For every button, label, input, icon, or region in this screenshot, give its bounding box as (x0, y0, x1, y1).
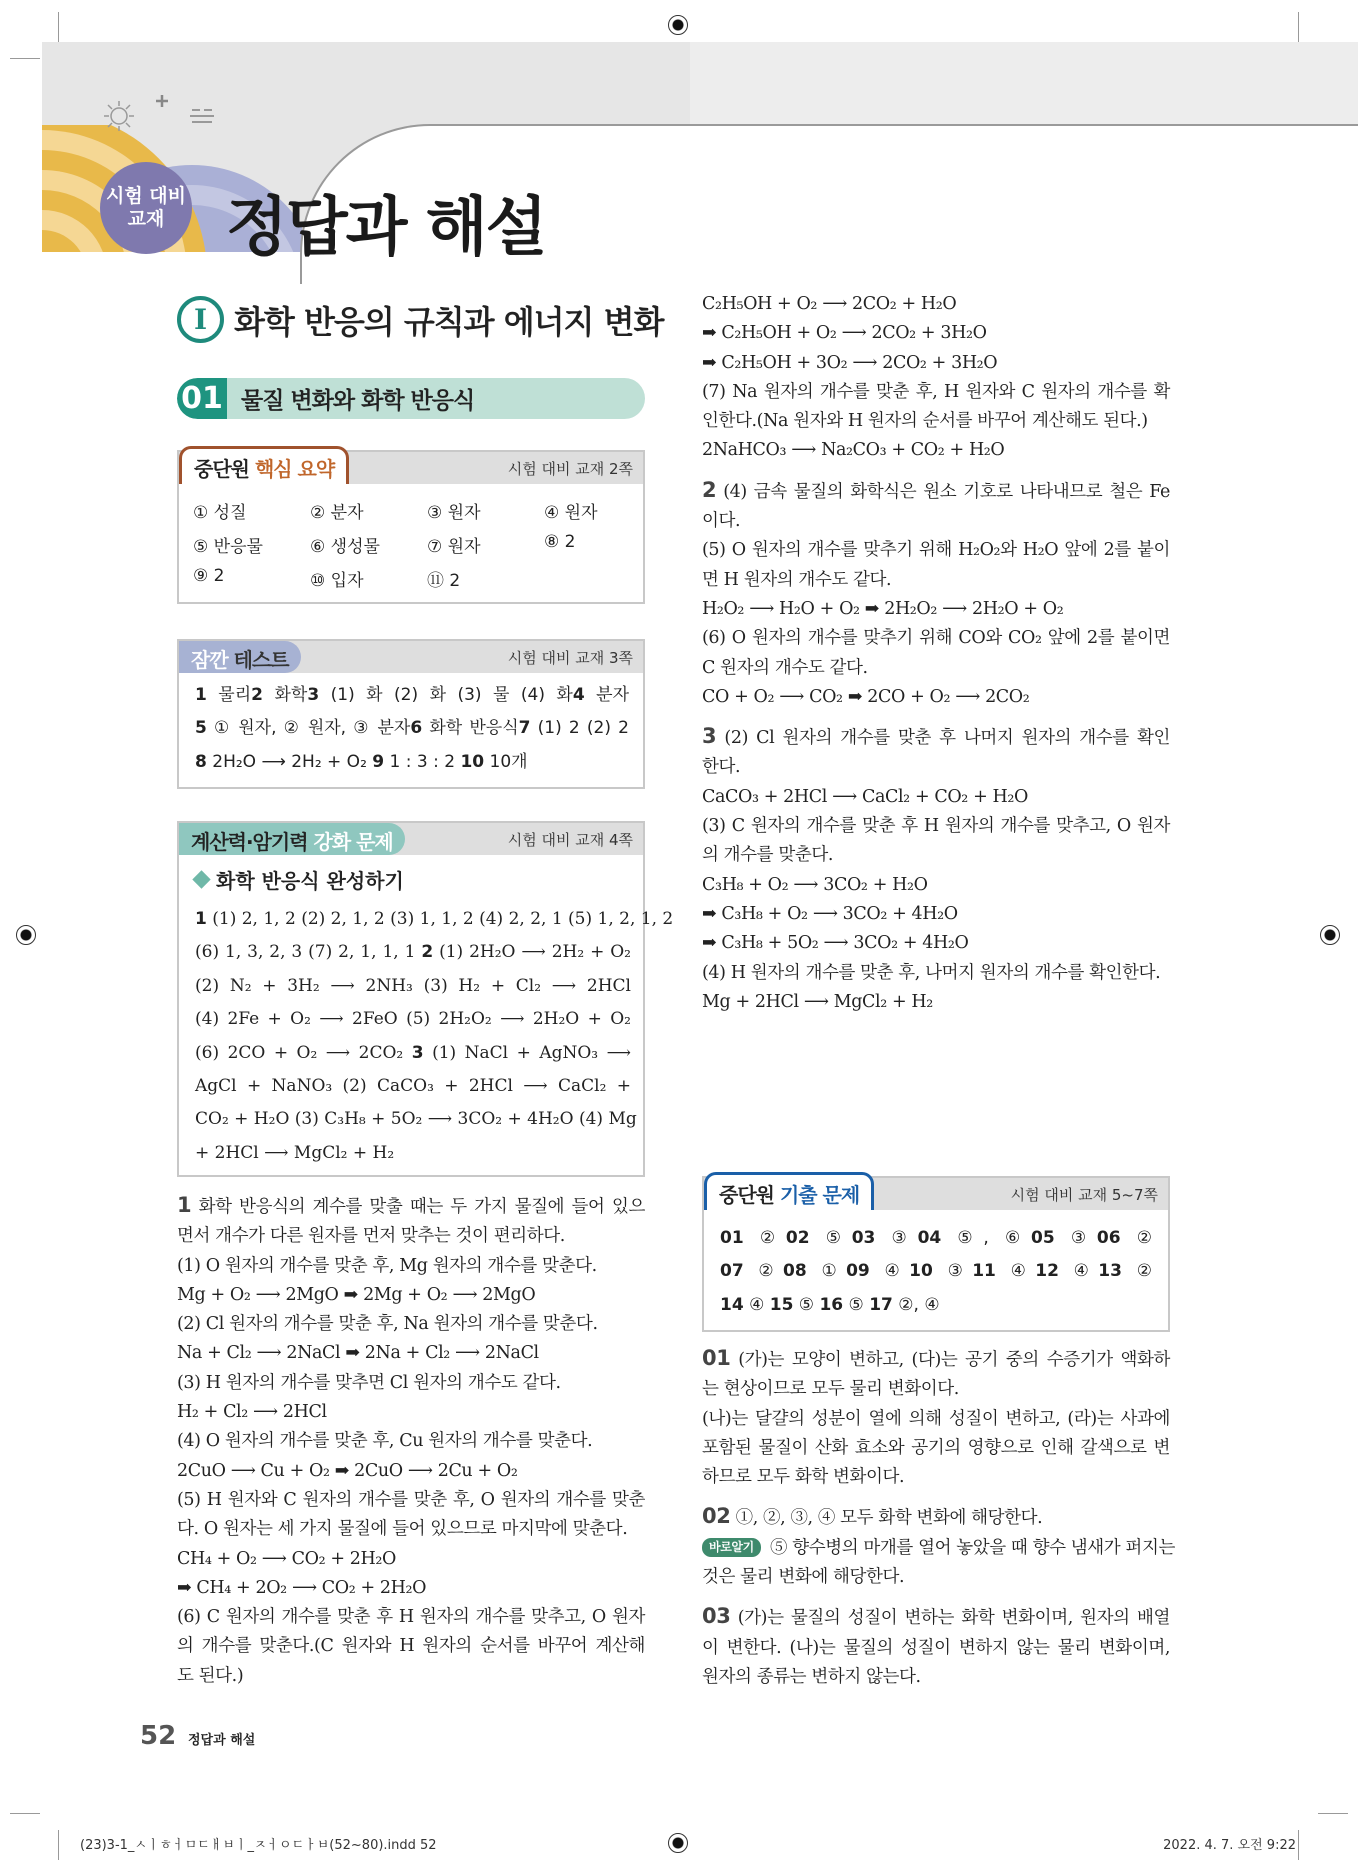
text-segment: (4) H 원자의 개수를 맞춘 후, 나머지 원자의 개수를 확인한다. (702, 962, 1161, 983)
text-segment: 화학 반응식의 계수를 맞출 때는 두 가지 물질에 들어 있으 (191, 1197, 645, 1217)
textbook-reference: 시험 대비 교재 3쪽 (507, 649, 633, 667)
explanation-line (177, 1603, 645, 1632)
page-title: 정답과 해설 (226, 191, 546, 265)
text-segment: 의 개수를 맞춘다.(C 원자와 H 원자의 순서를 바꾸어 계산해 (177, 1636, 645, 1657)
text-segment: 의 개수를 맞춘다. (702, 845, 834, 866)
item-number: 16 (819, 1294, 844, 1315)
tag-prefix: 잠깐 (191, 648, 228, 672)
explanation-line (702, 722, 1170, 753)
text-segment: ④ (1058, 1261, 1099, 1282)
registration-mark-icon (16, 925, 36, 945)
text-segment: C₃H₈ + O₂ ⟶ 3CO₂ + H₂O (702, 874, 928, 895)
text-segment: (7) Na 원자의 개수를 맞춘 후, H 원자와 C 원자의 개수를 확 (702, 381, 1170, 402)
text-segment: ②, ④ (892, 1294, 940, 1315)
answer-line (195, 1137, 631, 1170)
text-segment: CO + O₂ ⟶ CO₂ ➡ 2CO + O₂ ⟶ 2CO₂ (702, 686, 1030, 707)
chapter-title: 물질 변화와 화학 반응식 (241, 388, 475, 414)
explanation-line (177, 1662, 645, 1691)
crop-mark (58, 12, 59, 42)
tag-highlight: 핵심 요약 (254, 457, 335, 481)
text-segment: H₂O₂ ⟶ H₂O + O₂ ➡ 2H₂O₂ ⟶ 2H₂O + O₂ (702, 598, 1064, 619)
text-segment: 인한다.(Na 원자와 H 원자의 순서를 바꾸어 계산해도 된다.) (702, 411, 1148, 432)
text-segment: ② (1120, 1228, 1152, 1248)
text-segment: 2NaHCO₃ ⟶ Na₂CO₃ + CO₂ + H₂O (702, 440, 1005, 461)
text-segment: (1) 2H₂O ⟶ 2H₂ + O₂ (433, 942, 631, 963)
item-number: 8 (195, 751, 207, 772)
exam-prep-badge (100, 162, 192, 254)
text-segment: (5) O 원자의 개수를 맞추기 위해 H₂O₂와 H₂O 앞에 2를 붙이 (702, 540, 1170, 561)
text-segment: 화학 (263, 685, 308, 705)
text-segment: 1 : 3 : 2 (384, 751, 461, 772)
item-number: 01 (702, 1346, 731, 1370)
answer-line (720, 1255, 1152, 1288)
explanation-line (702, 290, 1170, 319)
explanation-line (702, 1534, 1175, 1563)
explanation-line (702, 1344, 1170, 1375)
item-number: 2 (421, 942, 434, 963)
box-tag (704, 1172, 874, 1210)
tag-prefix: 중단원 (719, 1183, 774, 1207)
explanation-line (702, 1634, 1170, 1663)
text-segment: ① (806, 1261, 847, 1282)
correction-badge: 바로알기 (702, 1538, 761, 1557)
plus-icon (156, 95, 168, 107)
explanation-line (702, 1663, 1170, 1692)
text-segment: 면 H 원자의 개수도 같다. (702, 569, 892, 590)
text-segment: ⑤ (793, 1294, 820, 1315)
item-number: 2 (702, 477, 717, 502)
quick-test-answers (195, 679, 629, 779)
item-number: 17 (869, 1294, 893, 1315)
item-number: 05 (1031, 1228, 1055, 1248)
text-segment: ⑤ (843, 1294, 870, 1315)
text-segment: CH₄ + O₂ ⟶ CO₂ + 2H₂O (177, 1548, 396, 1569)
explanation-line (177, 1369, 645, 1398)
answer-line (195, 1037, 631, 1070)
file-slug: (23)3-1_ㅅㅣㅎㅓㅁㄷㅐㅂㅣ_ㅈㅓㅇㄷㅏㅂ(52~80).indd 52 (80, 1838, 437, 1853)
text-segment: ➡ C₃H₈ + 5O₂ ⟶ 3CO₂ + 4H₂O (702, 933, 969, 954)
exam-box (702, 1176, 1170, 1332)
exam-explanations (702, 1344, 1175, 1692)
explanation-line (702, 536, 1170, 565)
text-segment: ① 원자, ② 원자, ③ 분자 (206, 718, 411, 739)
text-segment: (가)는 물질의 성질이 변하는 화학 변화이며, 원자의 배열 (730, 1608, 1170, 1629)
tag-prefix: 계산력·암기력 (191, 830, 308, 854)
text-segment: (1) 화 (2) 화 (3) 물 (4) 화 (319, 685, 573, 705)
text-segment: C 원자의 개수도 같다. (702, 657, 868, 678)
text-segment: (1) O 원자의 개수를 맞춘 후, Mg 원자의 개수를 맞춘다. (177, 1255, 597, 1276)
drill-subheading (195, 865, 404, 894)
explanation-line (177, 1191, 645, 1222)
answer-line (195, 970, 631, 1003)
item-number: 10 (460, 751, 485, 772)
text-segment: ⑤ (809, 1228, 852, 1248)
explanation-line (177, 1427, 645, 1456)
item-number: 06 (1096, 1228, 1121, 1248)
explanation-line (702, 1602, 1170, 1633)
item-number: 3 (702, 724, 717, 749)
text-segment: 물리 (206, 685, 252, 705)
exam-answers (720, 1222, 1152, 1322)
item-number: 4 (572, 685, 585, 705)
text-segment: (1) 2, 1, 2 (2) 2, 1, 2 (3) 1, 1, 2 (4) 2, 2, 1 (5) 1, 2, 1, 2 (206, 909, 674, 929)
chapter-heading (177, 378, 645, 419)
explanation-line (177, 1339, 645, 1368)
explanation-line (702, 812, 1170, 841)
answer-line (195, 1103, 637, 1136)
text-segment: 원자의 종류는 변하지 않는다. (702, 1666, 921, 1687)
item-number: 14 (720, 1294, 744, 1315)
item-number: 12 (1035, 1261, 1059, 1282)
explanation-line (702, 1375, 1170, 1404)
item-number: 6 (410, 718, 423, 739)
explanation-line (702, 1463, 1170, 1492)
unit-heading (177, 296, 663, 343)
crop-mark (1298, 1830, 1299, 1860)
tag-highlight: 기출 문제 (779, 1183, 860, 1207)
quick-test-box (177, 639, 645, 789)
text-segment: 한다. (702, 757, 741, 778)
text-segment: ➡ CH₄ + 2O₂ ⟶ CO₂ + 2H₂O (177, 1577, 427, 1598)
text-segment: 는 현상이므로 모두 물리 변화이다. (702, 1379, 959, 1400)
explanation-line (702, 595, 1170, 624)
text-segment: ⑤, ⑥ (941, 1228, 1032, 1248)
answer-item: ③ 원자 (427, 503, 481, 523)
explanation-line (702, 988, 1170, 1017)
text-segment: ⑤ 향수병의 마개를 열어 놓았을 때 향수 냄새가 퍼지는 (764, 1537, 1175, 1558)
item-number: 1 (195, 909, 207, 929)
item-number: 08 (783, 1261, 807, 1282)
crop-mark (1318, 1813, 1348, 1814)
explanation-line (177, 1310, 645, 1339)
explanation-line (702, 436, 1170, 465)
text-segment: ④ (869, 1261, 910, 1282)
answer-item: ② 분자 (310, 503, 364, 523)
explanation-line (702, 841, 1170, 870)
text-segment: (6) O 원자의 개수를 맞추기 위해 CO와 CO₂ 앞에 2를 붙이면 (702, 628, 1170, 649)
text-segment: ➡ C₃H₈ + O₂ ⟶ 3CO₂ + 4H₂O (702, 903, 958, 924)
text-segment: 하므로 모두 화학 변화이다. (702, 1467, 905, 1488)
item-number: 1 (177, 1193, 192, 1217)
tag-highlight: 테스트 (233, 648, 289, 672)
text-segment: H₂ + Cl₂ ⟶ 2HCl (177, 1402, 327, 1423)
explanation-line (177, 1398, 645, 1427)
text-segment: ② (743, 1261, 784, 1282)
item-number: 9 (372, 751, 385, 772)
textbook-reference: 시험 대비 교재 5~7쪽 (1010, 1186, 1158, 1204)
right-explanations (702, 290, 1170, 1017)
registration-mark-icon (668, 1833, 688, 1853)
text-segment: (4) O 원자의 개수를 맞춘 후, Cu 원자의 개수를 맞춘다. (177, 1431, 593, 1452)
text-segment: 면서 개수가 다른 원자를 먼저 맞추는 것이 편리하다. (177, 1226, 565, 1247)
explanation-line (702, 407, 1170, 436)
text-segment: 10개 (484, 751, 528, 772)
badge-line: 교재 (127, 208, 165, 230)
textbook-reference: 시험 대비 교재 4쪽 (507, 831, 633, 849)
left-explanations (177, 1191, 645, 1691)
text-segment: 다. O 원자는 세 가지 물질에 들어 있으므로 마지막에 맞춘다. (177, 1519, 628, 1540)
text-segment: ③ (1054, 1228, 1097, 1248)
text-segment: 이다. (702, 511, 741, 532)
item-number: 3 (307, 685, 320, 705)
explanation-line (702, 1405, 1170, 1434)
unit-numeral: I (177, 296, 224, 343)
text-segment: 이 변한다. (나)는 물질의 성질이 변하지 않는 물리 변화이며, (702, 1637, 1170, 1658)
text-segment: 2CuO ⟶ Cu + O₂ ➡ 2CuO ⟶ 2Cu + O₂ (177, 1460, 518, 1481)
text-segment: (6) 2CO + O₂ ⟶ 2CO₂ (195, 1042, 412, 1063)
crop-mark (1298, 12, 1299, 42)
answer-item: ① 성질 (193, 503, 247, 523)
text-segment: ➡ C₂H₅OH + 3O₂ ⟶ 2CO₂ + 3H₂O (702, 352, 998, 373)
explanation-line (702, 566, 1170, 595)
explanation-line (702, 783, 1170, 812)
text-segment: C₂H₅OH + O₂ ⟶ 2CO₂ + H₂O (702, 294, 957, 314)
text-segment: ➡ C₂H₅OH + O₂ ⟶ 2CO₂ + 3H₂O (702, 323, 987, 344)
explanation-line (177, 1486, 645, 1515)
explanation-line (177, 1545, 645, 1574)
item-number: 5 (195, 718, 207, 739)
text-segment: 포함된 물질이 산화 효소와 공기의 영향으로 인해 갈색으로 변 (702, 1437, 1170, 1458)
badge-line: 시험 대비 (105, 185, 187, 207)
diamond-icon (192, 870, 210, 888)
text-segment: (1) 2 (2) 2 (530, 718, 629, 739)
chapter-number: 01 (177, 378, 227, 419)
item-number: 1 (195, 685, 207, 705)
weather-icons (100, 90, 230, 135)
explanation-line (177, 1281, 645, 1310)
text-segment: Mg + O₂ ⟶ 2MgO ➡ 2Mg + O₂ ⟶ 2MgO (177, 1284, 536, 1305)
text-segment: (2) Cl 원자의 개수를 맞춘 후 나머지 원자의 개수를 확인 (716, 728, 1170, 749)
item-number: 03 (851, 1228, 876, 1248)
text-segment: ④ (995, 1261, 1036, 1282)
text-segment: Mg + 2HCl ⟶ MgCl₂ + H₂ (702, 991, 933, 1012)
text-segment: (3) C 원자의 개수를 맞춘 후 H 원자의 개수를 맞추고, O 원자 (702, 816, 1170, 837)
text-segment: CaCO₃ + 2HCl ⟶ CaCl₂ + CO₂ + H₂O (702, 786, 1028, 807)
textbook-reference: 시험 대비 교재 2쪽 (507, 460, 633, 478)
text-segment: CO₂ + H₂O (3) C₃H₈ + 5O₂ ⟶ 3CO₂ + 4H₂O (4) Mg (195, 1109, 637, 1130)
text-segment: (2) Cl 원자의 개수를 맞춘 후, Na 원자의 개수를 맞춘다. (177, 1314, 598, 1335)
item-number: 07 (720, 1261, 744, 1282)
cloud-lines-icon (190, 110, 214, 122)
explanation-line (702, 476, 1170, 507)
page-number: 52 (140, 1721, 177, 1751)
answer-line (720, 1289, 1152, 1322)
answer-line (195, 746, 629, 779)
answer-item: ⑩ 입자 (310, 571, 364, 591)
explanation-line (702, 654, 1170, 683)
text-segment: 분자 (584, 685, 630, 705)
header-band-light (690, 42, 1358, 124)
unit-title: 화학 반응의 규칙과 에너지 변화 (234, 302, 664, 341)
answer-line (195, 1070, 631, 1103)
text-segment: + 2HCl ⟶ MgCl₂ + H₂ (195, 1142, 395, 1163)
explanation-line (702, 753, 1170, 782)
item-number: 02 (702, 1504, 731, 1529)
text-segment: ①, ②, ③, ④ 모두 화학 변화에 해당한다. (730, 1508, 1043, 1529)
box-tag (179, 823, 405, 855)
text-segment: (1) NaCl + AgNO₃ ⟶ (423, 1042, 631, 1063)
text-segment: Na + Cl₂ ⟶ 2NaCl ➡ 2Na + Cl₂ ⟶ 2NaCl (177, 1343, 539, 1364)
tag-prefix: 중단원 (194, 457, 249, 481)
answer-line (720, 1222, 1152, 1255)
answer-item: ⑥ 생성물 (310, 537, 380, 557)
box-tag (179, 641, 301, 673)
explanation-line (702, 929, 1170, 958)
subheading-text: 화학 반응식 완성하기 (216, 869, 404, 893)
crop-mark (10, 1813, 40, 1814)
text-segment: (나)는 달걀의 성분이 열에 의해 성질이 변하고, (라)는 사과에 (702, 1408, 1170, 1429)
item-number: 3 (411, 1042, 424, 1063)
answer-item: ⑧ 2 (544, 532, 576, 552)
answer-item: ⑪ 2 (427, 571, 461, 591)
page-label: 정답과 해설 (188, 1733, 256, 1748)
text-segment: (6) C 원자의 개수를 맞춘 후 H 원자의 개수를 맞추고, O 원자 (177, 1607, 645, 1628)
text-segment: (가)는 모양이 변하고, (다)는 공기 중의 수증기가 액화하 (730, 1350, 1170, 1370)
answer-item: ④ 원자 (544, 503, 598, 523)
answer-item: ⑤ 반응물 (193, 537, 263, 557)
item-number: 11 (972, 1261, 996, 1282)
text-segment: ② (743, 1228, 786, 1248)
answer-line (195, 712, 629, 745)
item-number: 04 (917, 1228, 942, 1248)
explanation-line (702, 1502, 1170, 1533)
explanation-line (702, 1434, 1170, 1463)
item-number: 2 (251, 685, 263, 705)
item-number: 03 (702, 1604, 731, 1629)
text-segment: (6) 1, 3, 2, 3 (7) 2, 1, 1, 1 (195, 942, 422, 963)
text-segment: (2) N₂ + 3H₂ ⟶ 2NH₃ (3) H₂ + Cl₂ ⟶ 2HCl (195, 975, 631, 996)
explanation-line (702, 378, 1170, 407)
text-segment: (5) H 원자와 C 원자의 개수를 맞춘 후, O 원자의 개수를 맞춘 (177, 1489, 645, 1510)
text-segment: AgCl + NaNO₃ (2) CaCO₃ + 2HCl ⟶ CaCl₂ + (195, 1076, 631, 1097)
explanation-line (177, 1632, 645, 1661)
explanation-line (702, 900, 1170, 929)
answer-line (195, 936, 631, 969)
registration-mark-icon (668, 15, 688, 35)
explanation-line (177, 1515, 645, 1544)
box-tag (179, 446, 349, 484)
text-segment: ③ (875, 1228, 918, 1248)
text-segment: 것은 물리 변화에 해당한다. (702, 1567, 905, 1588)
text-segment: 화학 반응식 (422, 718, 519, 739)
text-segment: ③ (932, 1261, 973, 1282)
sun-icon (104, 101, 134, 131)
text-segment: ② (1121, 1261, 1152, 1282)
answer-line (195, 903, 674, 936)
summary-answers (193, 498, 633, 591)
answer-item: ⑦ 원자 (427, 537, 481, 557)
drill-answers (195, 903, 674, 1170)
item-number: 01 (720, 1228, 744, 1248)
explanation-line (702, 319, 1170, 348)
tag-highlight: 강화 문제 (313, 830, 393, 854)
explanation-line (177, 1222, 645, 1251)
explanation-line (177, 1252, 645, 1281)
summary-box (177, 450, 645, 604)
text-segment: 도 된다.) (177, 1665, 244, 1686)
item-number: 02 (785, 1228, 810, 1248)
registration-mark-icon (1320, 925, 1340, 945)
text-segment: 2H₂O ⟶ 2H₂ + O₂ (206, 751, 373, 772)
item-number: 15 (769, 1294, 794, 1315)
print-timestamp: 2022. 4. 7. 오전 9:22 (1163, 1838, 1296, 1853)
item-number: 10 (909, 1261, 933, 1282)
crop-mark (58, 1830, 59, 1860)
explanation-line (702, 683, 1170, 712)
explanation-line (702, 871, 1170, 900)
crop-mark (10, 58, 40, 59)
text-segment: (4) 2Fe + O₂ ⟶ 2FeO (5) 2H₂O₂ ⟶ 2H₂O + O₂ (195, 1009, 631, 1030)
item-number: 7 (518, 718, 531, 739)
explanation-line (702, 624, 1170, 653)
text-segment: ④ (743, 1294, 770, 1315)
answer-line (195, 1003, 631, 1036)
answer-item: ⑨ 2 (193, 566, 225, 586)
text-segment: (4) 금속 물질의 화학식은 원소 기호로 나타내므로 철은 Fe (716, 481, 1170, 502)
explanation-line (702, 349, 1170, 378)
drill-box (177, 821, 674, 1177)
item-number: 09 (846, 1261, 870, 1282)
text-segment: (3) H 원자의 개수를 맞추면 Cl 원자의 개수도 같다. (177, 1372, 561, 1393)
explanation-line (177, 1457, 645, 1486)
explanation-line (702, 1563, 1170, 1592)
answer-line (195, 679, 629, 712)
explanation-line (702, 507, 1170, 536)
item-number: 13 (1098, 1261, 1122, 1282)
explanation-line (177, 1574, 645, 1603)
explanation-line (702, 959, 1170, 988)
